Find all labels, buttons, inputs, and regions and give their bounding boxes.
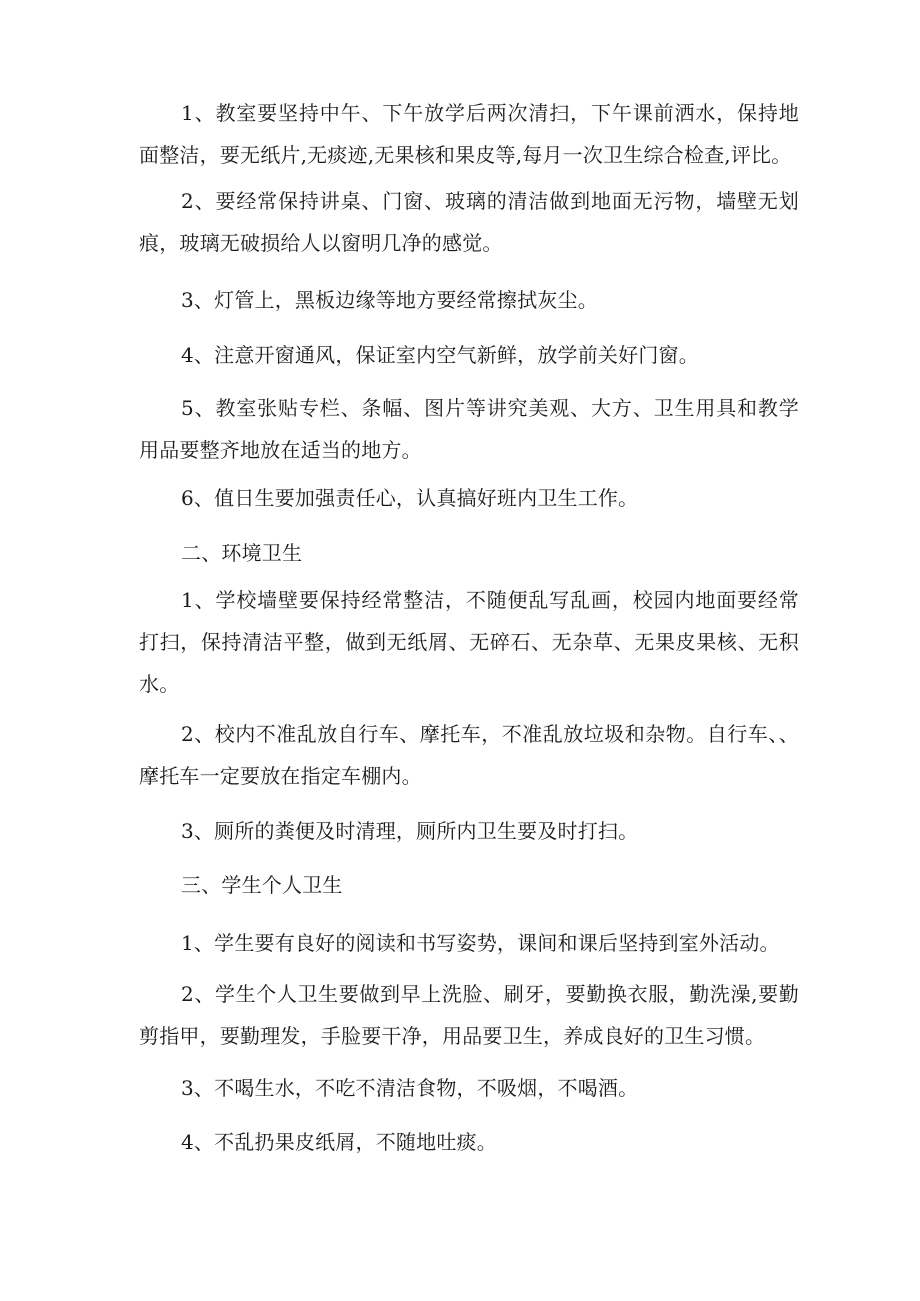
section-heading-personal-hygiene: 三、学生个人卫生 <box>181 873 343 897</box>
paragraph-classroom-6: 6、值日生要加强责任心，认真搞好班内卫生工作。 <box>181 486 639 510</box>
section-heading-environment: 二、环境卫生 <box>181 541 303 565</box>
paragraph-personal-2: 2、学生个人卫生要做到早上洗脸、刷牙，要勤换衣服，勤洗澡,要勤剪指甲，要勤理发，手脸要干净，用品要卫生，养成良好的卫生习惯。 <box>139 982 799 1048</box>
paragraph-environment-3: 3、厕所的粪便及时清理，厕所内卫生要及时打扫。 <box>181 819 639 843</box>
paragraph-classroom-3: 3、灯管上，黑板边缘等地方要经常擦拭灰尘。 <box>181 288 598 312</box>
paragraph-classroom-2: 2、要经常保持讲桌、门窗、玻璃的清洁做到地面无污物，墙壁无划痕，玻璃无破损给人以窗明几净的感觉。 <box>139 189 799 255</box>
paragraph-personal-1: 1、学生要有良好的阅读和书写姿势，课间和课后坚持到室外活动。 <box>181 931 780 955</box>
paragraph-classroom-1: 1、教室要坚持中午、下午放学后两次清扫，下午课前洒水，保持地面整洁，要无纸片,无痰迹,无果核和果皮等,每月一次卫生综合检查,评比。 <box>139 101 799 167</box>
paragraph-environment-2: 2、校内不准乱放自行车、摩托车，不准乱放垃圾和杂物。自行车、、摩托车一定要放在指定车棚内。 <box>139 722 799 788</box>
paragraph-personal-3: 3、不喝生水，不吃不清洁食物，不吸烟，不喝酒。 <box>181 1076 639 1100</box>
paragraph-classroom-4: 4、注意开窗通风，保证室内空气新鲜，放学前关好门窗。 <box>181 343 699 367</box>
paragraph-environment-1: 1、学校墙壁要保持经常整洁，不随便乱写乱画，校园内地面要经常打扫，保持清洁平整，做到无纸屑、无碎石、无杂草、无果皮果核、无积水。 <box>139 588 799 696</box>
paragraph-classroom-5: 5、教室张贴专栏、条幅、图片等讲究美观、大方、卫生用具和教学用品要整齐地放在适当的地方。 <box>139 396 799 462</box>
paragraph-personal-4: 4、不乱扔果皮纸屑，不随地吐痰。 <box>181 1130 497 1154</box>
